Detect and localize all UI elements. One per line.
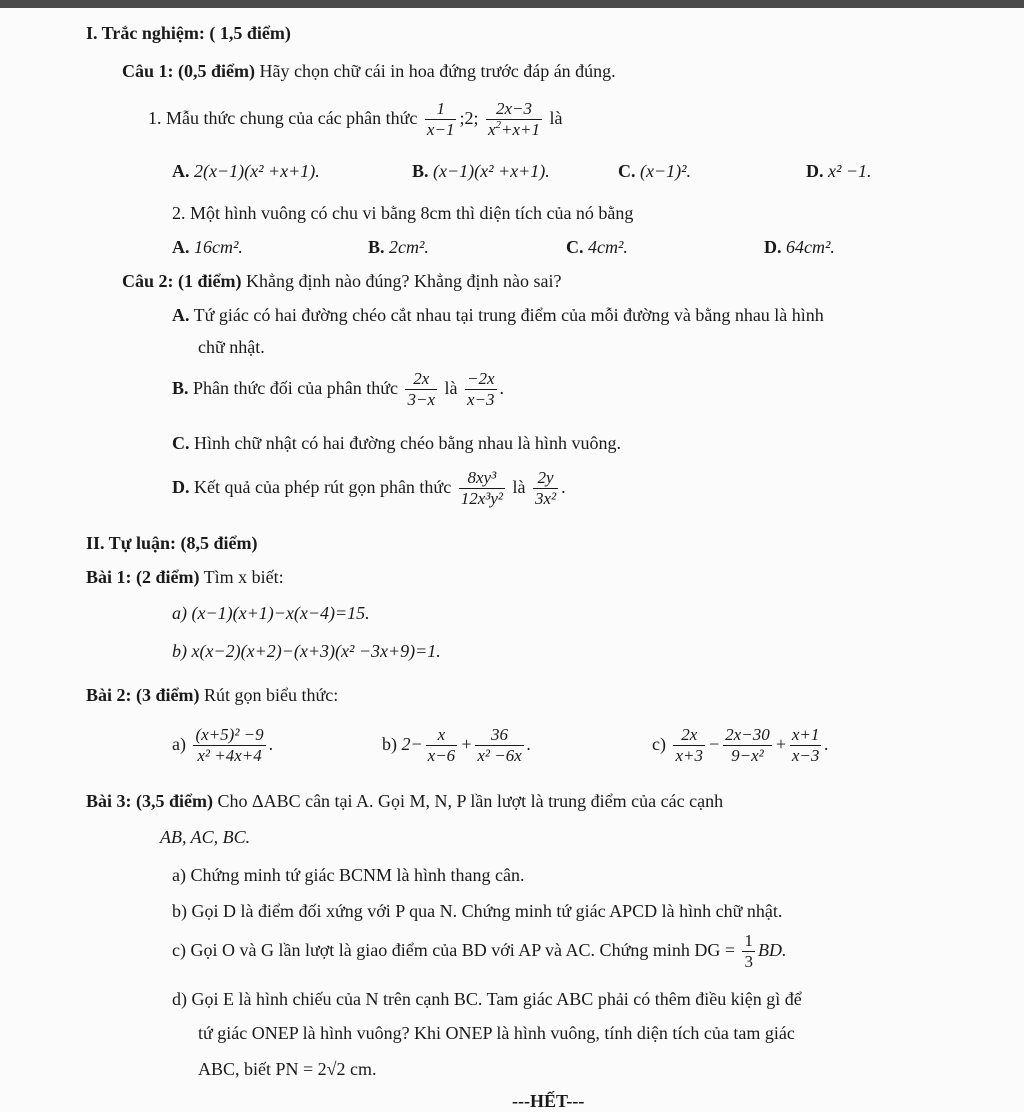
cau2-a-line2: chữ nhật. (198, 337, 265, 357)
cau1-head: Câu 1: (0,5 điểm) (122, 61, 255, 81)
part2-title: II. Tự luận: (8,5 điểm) (86, 533, 258, 553)
cau1-text: Hãy chọn chữ cái in hoa đứng trước đáp án đúng. (255, 61, 616, 81)
footer-end: ---HẾT--- (512, 1091, 585, 1111)
bai3-d-line3: ABC, biết PN = 2√2 cm. (198, 1059, 377, 1079)
q2-text: 2. Một hình vuông có chu vi bằng 8cm thì diện tích của nó bằng (172, 203, 634, 223)
bai2-b: b) 2− $\frac{x}{x-6}$ + $\frac{36}{\text{x² −6x}}$ . (382, 725, 532, 766)
part1-title: I. Trắc nghiệm: ( 1,5 điểm) (86, 23, 291, 43)
cau2-text: Khẳng định nào đúng? Khẳng định nào sai? (241, 271, 562, 291)
bai1-b: b) x(x−2)(x+2)−(x+3)(x² −3x+9)=1. (172, 641, 441, 661)
q1-option-b: B. (x−1)(x² +x+1). (412, 161, 550, 181)
q2-option-c: C. 4cm². (566, 237, 628, 257)
bai2-a-fraction: $\frac{\text{(x+5)² −9}}{\text{x² +4x+4}}$ (195, 725, 264, 766)
cau2-b-fraction-2: $\frac{-2x}{x-3}$ (467, 369, 495, 410)
cau2-head: Câu 2: (1 điểm) (122, 271, 242, 291)
bai3-d-line1: d) Gọi E là hình chiếu của N trên cạnh BC. Tam giác ABC phải có thêm điều kiện gì để (172, 989, 802, 1009)
bai3-line1: Bài 3: (3,5 điểm) Cho ΔABC cân tại A. Gọi M, N, P lần lượt là trung điểm của các cạnh (86, 791, 724, 811)
bai3-b: b) Gọi D là điểm đối xứng với P qua N. Chứng minh tứ giác APCD là hình chữ nhật. (172, 901, 783, 921)
exam-page (0, 8, 1024, 1110)
bai1-a: a) (x−1)(x+1)−x(x−4)=15. (172, 603, 370, 623)
cau2-line (122, 270, 561, 292)
bai2-a: a) $\frac{\text{(x+5)² −9}}{\text{x² +4x+4}}$ . (172, 725, 274, 766)
cau2-b-fraction-1: $\frac{2x}{3-x}$ (407, 369, 436, 410)
q1-line (148, 96, 563, 140)
cau1-line (122, 60, 616, 82)
q1-option-c: C. (x−1)². (618, 161, 692, 181)
q1-lead: 1. Mẫu thức chung của các phân thức (148, 108, 418, 128)
bai3-c-fraction: $\frac{1}{3}$ (744, 931, 753, 972)
cau2-d-fraction-1: $\frac{\text{8xy³}}{\text{12x³y²}}$ (460, 468, 503, 509)
bai2-b-fraction-1: $\frac{x}{x-6}$ (427, 725, 456, 766)
q2-option-a: A. 16cm². (172, 237, 243, 257)
q1-option-a: A. 2(x−1)(x² +x+1). (172, 161, 320, 181)
bai2-line: Bài 2: (3 điểm) Rút gọn biểu thức: (86, 685, 339, 705)
q1-mid: ;2; (459, 108, 479, 128)
q1-tail: là (549, 108, 563, 128)
q2-option-d: D. 64cm². (764, 237, 835, 257)
cau2-a-line1: A. Tứ giác có hai đường chéo cắt nhau tại trung điểm của mỗi đường và bằng nhau là hình (172, 305, 824, 325)
bai3-a: a) Chứng minh tứ giác BCNM là hình thang cân. (172, 865, 525, 885)
top-toolbar-strip (0, 0, 1024, 8)
bai2-b-fraction-2: $\frac{36}{\text{x² −6x}}$ (477, 725, 522, 766)
bai2-c: c) $\frac{2x}{x+3}$ − $\frac{2x-30}{\text{9−x²}}$ + $\frac{x+1}{x-3}$ . (652, 725, 829, 766)
cau2-d-fraction-2: $\frac{2y}{\text{3x²}}$ (534, 468, 557, 509)
cau2-c-line: C. Hình chữ nhật có hai đường chéo bằng nhau là hình vuông. (172, 433, 621, 453)
q1-fraction-1: $\frac{1}{x-1}$ (426, 99, 455, 140)
bai3-c: c) Gọi O và G lần lượt là giao điểm của BD với AP và AC. Chứng minh DG = $\frac{1}{3}$ BD. (172, 931, 787, 972)
bai2-c-fraction-2: $\frac{2x-30}{\text{9−x²}}$ (725, 725, 770, 766)
bai3-d-line2: tứ giác ONEP là hình vuông? Khi ONEP là hình vuông, tính diện tích của tam giác (198, 1023, 795, 1043)
q1-fraction-2: $\frac{2x-3}{x^2+x+1}$ (487, 99, 541, 140)
bai2-c-fraction-1: $\frac{2x}{x+3}$ (675, 725, 704, 766)
bai2-c-fraction-3: $\frac{x+1}{x-3}$ (791, 725, 820, 766)
cau2-b-line: B. Phân thức đối của phân thức $\frac{2x}{3-x}$ là $\frac{-2x}{x-3}$ . (172, 369, 505, 410)
q2-option-b: B. 2cm². (368, 237, 429, 257)
bai1-line: Bài 1: (2 điểm) Tìm x biết: (86, 567, 284, 587)
bai3-line2: AB, AC, BC. (160, 827, 251, 847)
cau2-d-line: D. Kết quả của phép rút gọn phân thức $\frac{\text{8xy³}}{\text{12x³y²}}$ là $\frac{2y}{\text{3x²}}$ . (172, 468, 566, 509)
q1-option-d: D. x² −1. (806, 161, 872, 181)
